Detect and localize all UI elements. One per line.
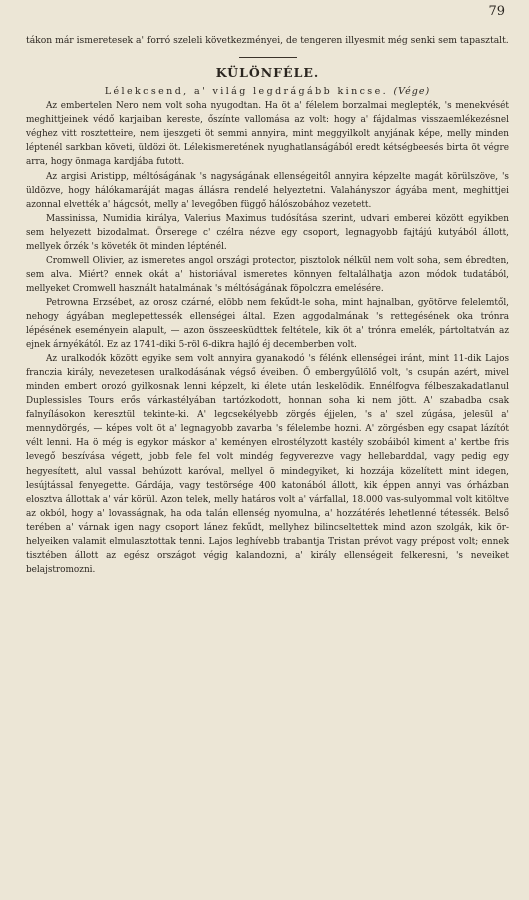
paragraph-lajos: Az uralkodók között egyike sem volt annyira gyanakodó 's félénk ellenségei iránt, mint 11-dik Lajos franczia király, nevezetesen uralkodásának végső éveiben. Ő embergyűlölő volt, 's csupán azért, mivel minden embert orozó gyilkosnak lenni képzelt, ki élete után leskelödik. Ennélfogva félbeszakadatlanul Duplessisles Tours erős várkastélyában tartózkodott, honnan soha ki nem jött. A' szabadba csak falnyílásokon keresztül tekinte-ki. A' legcsekélyebb zörgés éjjelen, 's a' szel zúgása, jelesül a' mennydörgés, — képes volt öt a' legnagyobb zavarba 's félelembe hozni. A' zörgésben egy csapat lázítót vélt lenni. Ha ö még is egykor máskor a' keményen elrostélyzott kastély szobáiból kiment a' kertbe fris levegő beszívása végett, jobb fele fel volt mindég fegyverezve vagy hellebarddal, vagy pedig egy hegyesített, alul vassal behúzott karóval, mellyel ö mindegyiket, ki hozzája közelített mint idegen, lesújtással fenyegette. Gárdája, vagy testörsége 400 katonából állott, kik éppen annyi vas órházban elosztva állottak a' vár körül. Azon telek, melly határos volt a' várfallal, 18.000 vas-sulyommal volt kitöltve az okból, hogy a' lovasságnak, ha oda talán ellenség nyomulna, a' hozzátérés lehetlenné tétessék. Belső terében a' várnak igen nagy csoport lánez fekűdt, mellyhez bilincseltettek mind azon szolgák, kik ör-helyeiken valamit elmulasztottak tenni. Lajos leghívebb trabantja Tristan prévot vagy prépost volt; ennek tisztében állott az egész országot végig kalandozni, a' király ellenségeit felkeresni, 's neveiket belajstromozni. — [26, 354, 509, 575]
paragraph-petrowna: Petrowna Erzsébet, az orosz czárné, elöbb nem fekűdt-le soha, mint hajnalban, gyötörve felelemtől, nehogy ágyában meglepettessék ellenségei által. Ezen aggodalmának 's rettegésének oka trónra lépésének eseményein alapult, — azon összeesküdttek feltétele, kik öt a' trónra emelék, pártoltatván az ejnek árnyékától. Ez az 1741-diki 5-röl 6-dikra hajló éj decemberben volt. — [26, 297, 509, 351]
article-subtitle-note: (Vége) — [393, 86, 431, 98]
paragraph-massinissa: Massinissa, Numidia királya, Valerius Maximus tudósítása szerint, udvari emberei között egyikben sem helyezett bizodalmat. Örserege c' czélra nézve egy csoport, legnagyobb fajtájú kutyából állott, mellyek őrzék 's követék öt minden lépténél. — [26, 213, 509, 252]
lead-text: tákon már ismeretesek a' forró szeleli következményei, de tengeren illyesmit még senki sem tapasztalt. — [26, 35, 509, 46]
section-divider — [239, 57, 297, 58]
section-title: KÜLÖNFÉLE. — [215, 65, 320, 81]
article-subtitle — [26, 86, 509, 97]
paragraph-nero: Az embertelen Nero nem volt soha nyugodtan. Ha öt a' félelem borzalmai meglepték, 's menekvését meghittjeinek védő karjaiban kereste, őszínte vallomása az volt: hogy a' fájdalmas visszaemlékezésnel véghez vitt rosztetteire, nem ijeszgeti öt semmi annyira, mint meggyilkolt anyjának képe, melly minden léptenél sarkban követi, üldözi öt. Lélekismeretének nyughatlanságából eredt kétségbeesés birta öt végre arra, hogy önmaga kardjába futott. — [26, 101, 509, 168]
paragraph-cromwell: Cromwell Olivier, az ismeretes angol országi protector, pisztolok nélkül nem volt soha, sem ébredten, sem alva. Miért? ennek okát a' historiával ismeretes könnyen feltalálhatja azon módok tudatából, mellyeket Cromwell használt hatalmának 's méltóságának föpolczra emelésére. — [26, 255, 509, 294]
paragraph-aristipp: Az argisi Aristipp, méltóságának 's nagyságának ellenségeitől annyira képzelte magát körülszöve, 's üldözve, hogy hálókamaráját magas állásra rendelé helyeztetni. Valahányszor ágyába ment, meghittjei azonnal elvették a' hágcsót, melly a' levegőben függő hálószobához vezetett. — [26, 171, 509, 210]
page-number: 79 — [488, 4, 505, 19]
article-subtitle-text: Lélekcsend, a' világ legdrágább kincse. — [104, 86, 389, 98]
